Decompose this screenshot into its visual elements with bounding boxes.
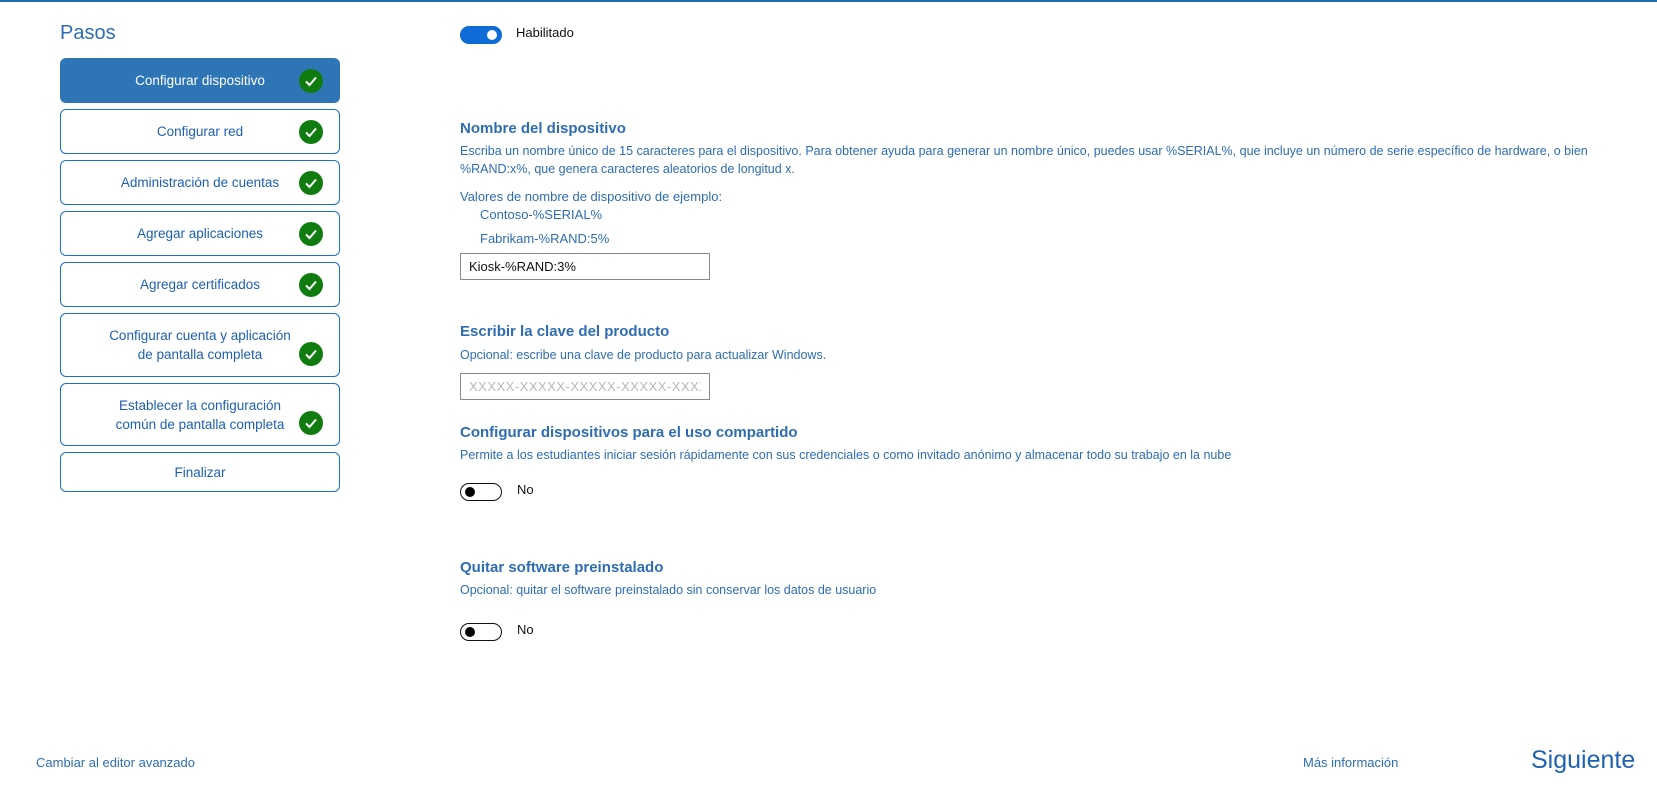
product-key-heading: Escribir la clave del producto [460,323,670,340]
step-add-certificates[interactable] [60,262,340,307]
checkmark-icon [299,120,323,144]
checkmark-icon [299,273,323,297]
checkmark-icon [299,342,323,366]
step-account-management[interactable] [60,160,340,205]
step-label: Agregar certificados [139,277,261,292]
checkmark-icon [299,222,323,246]
step-kiosk-common-settings[interactable] [60,383,340,446]
toggle-knob [487,30,497,40]
device-name-examples-label: Valores de nombre de dispositivo de ejemplo: [460,189,723,204]
device-name-example: Contoso-%SERIAL% [480,207,603,222]
device-name-example: Fabrikam-%RAND:5% [480,231,610,246]
step-label: Configurar cuenta y aplicación de pantalla completa [109,328,291,362]
device-name-input[interactable] [460,253,710,280]
shared-use-heading: Configurar dispositivos para el uso compartido [460,424,798,441]
step-label: Finalizar [174,464,226,480]
step-configure-network[interactable] [60,109,340,154]
top-border [0,0,1657,2]
more-info-link[interactable]: Más información [1303,755,1399,770]
shared-use-toggle[interactable] [460,483,502,501]
checkmark-icon [299,411,323,435]
step-add-apps[interactable] [60,211,340,256]
shared-use-description: Permite a los estudiantes iniciar sesión rápidamente con sus credenciales o como invitado anónimo y almacenar todo su trabajo en la nube [460,448,1232,462]
next-button[interactable]: Siguiente [1531,746,1636,774]
remove-software-heading: Quitar software preinstalado [460,559,664,576]
step-label: Administración de cuentas [120,175,280,190]
product-key-input[interactable] [460,373,710,400]
step-configure-device[interactable] [60,58,340,103]
remove-software-toggle-label: No [517,622,534,637]
device-name-description: Escriba un nombre único de 15 caracteres para el dispositivo. Para obtener ayuda para generar un nombre único, puedes usar %SERIAL%, que incluye un número de serie específico de hardware, o bien %RAND:x%, que genera caracteres aleatorios de longitud x. [460,144,1588,176]
product-key-description: Opcional: escribe una clave de producto para actualizar Windows. [460,348,827,362]
enabled-toggle[interactable] [460,26,502,44]
step-label: Establecer la configuración común de pantalla completa [115,397,285,432]
toggle-knob [465,487,475,497]
advanced-editor-link[interactable]: Cambiar al editor avanzado [36,755,195,770]
step-label: Configurar dispositivo [135,73,265,88]
step-label: Agregar aplicaciones [136,226,264,241]
step-finish[interactable] [60,452,340,492]
toggle-knob [465,627,475,637]
steps-title: Pasos [60,22,116,44]
step-kiosk-account-app[interactable] [60,313,340,377]
checkmark-icon [299,69,323,93]
device-name-heading: Nombre del dispositivo [460,120,626,137]
remove-software-description: Opcional: quitar el software preinstalado sin conservar los datos de usuario [460,583,877,597]
enabled-toggle-label: Habilitado [516,25,574,40]
shared-use-toggle-label: No [517,482,534,497]
checkmark-icon [299,171,323,195]
remove-software-toggle[interactable] [460,623,502,641]
step-label: Configurar red [156,124,244,139]
